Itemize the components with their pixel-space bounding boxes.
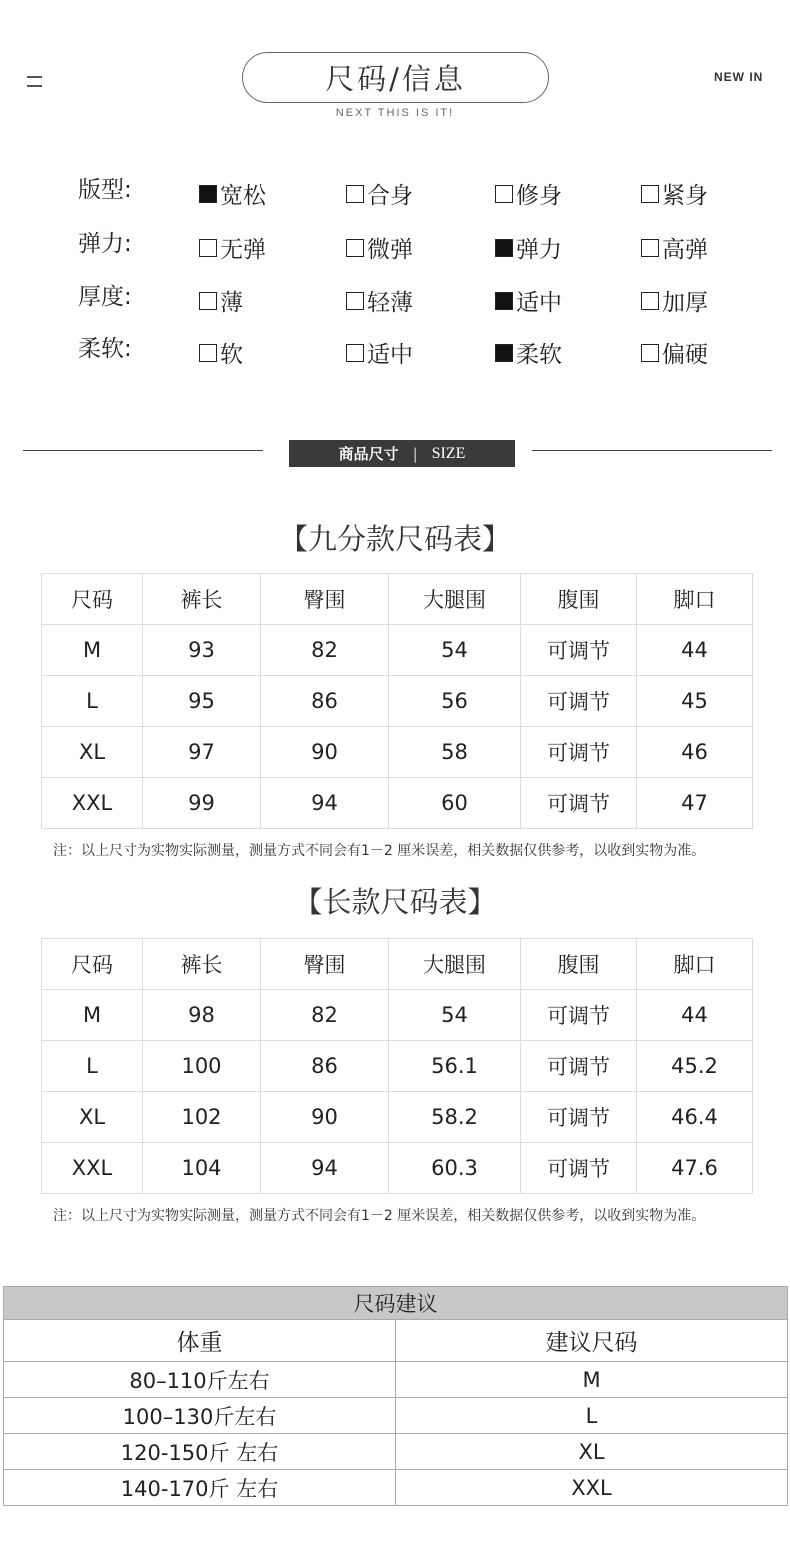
attribute-label: 柔软:	[78, 336, 132, 362]
attribute-option-label: 轻薄	[367, 290, 413, 316]
new-in-tag: NEW IN	[714, 70, 764, 84]
attribute-option-label: 紧身	[662, 183, 708, 209]
table-cell: 47.6	[637, 1143, 753, 1194]
attribute-row	[0, 330, 790, 368]
unchecked-box-icon[interactable]	[641, 185, 659, 203]
table-cell: 45	[637, 676, 753, 727]
table-row	[42, 1041, 753, 1092]
attribute-option[interactable]	[346, 177, 413, 210]
table-cell: 可调节	[521, 778, 637, 829]
attribute-label: 版型:	[78, 177, 132, 203]
attribute-option[interactable]	[199, 231, 266, 264]
size-table-title: 【九分款尺码表】	[278, 522, 511, 556]
table-cell: 82	[261, 625, 389, 676]
table-cell: 46	[637, 727, 753, 778]
section-title-en: SIZE	[431, 444, 466, 462]
column-header: 大腿围	[389, 939, 521, 990]
table-cell: 97	[143, 727, 261, 778]
attribute-option-label: 薄	[220, 290, 243, 316]
table-cell: 45.2	[637, 1041, 753, 1092]
attribute-row	[0, 225, 790, 263]
attribute-option[interactable]	[199, 177, 266, 210]
unchecked-box-icon[interactable]	[346, 344, 364, 362]
table-row	[4, 1434, 788, 1470]
size-table-nine	[41, 573, 753, 829]
recommend-header-size: 建议尺码	[396, 1320, 788, 1362]
checked-box-icon[interactable]	[199, 185, 217, 203]
table-cell: 54	[389, 990, 521, 1041]
attribute-option[interactable]	[495, 336, 562, 369]
column-header: 脚口	[637, 939, 753, 990]
attribute-option[interactable]	[641, 336, 708, 369]
page-subtitle: NEXT THIS IS IT!	[335, 107, 455, 119]
unchecked-box-icon[interactable]	[346, 239, 364, 257]
table-row	[42, 990, 753, 1041]
unchecked-box-icon[interactable]	[199, 292, 217, 310]
table-row	[4, 1470, 788, 1506]
column-header: 腹围	[521, 939, 637, 990]
column-header: 尺码	[42, 574, 143, 625]
attribute-option[interactable]	[641, 284, 708, 317]
table-cell: 93	[143, 625, 261, 676]
attribute-option[interactable]	[346, 284, 413, 317]
checked-box-icon[interactable]	[495, 239, 513, 257]
unchecked-box-icon[interactable]	[199, 239, 217, 257]
unchecked-box-icon[interactable]	[641, 292, 659, 310]
attribute-option[interactable]	[495, 177, 562, 210]
table-cell: 86	[261, 1041, 389, 1092]
attribute-option[interactable]	[199, 284, 243, 317]
attribute-option-label: 软	[220, 342, 243, 368]
weight-cell: 120-150斤 左右	[4, 1434, 396, 1470]
table-cell: 58.2	[389, 1092, 521, 1143]
table-cell: 44	[637, 990, 753, 1041]
unchecked-box-icon[interactable]	[641, 239, 659, 257]
attribute-option-label: 合身	[367, 183, 413, 209]
size-table-long	[41, 938, 753, 1194]
attribute-option[interactable]	[495, 231, 562, 264]
table-cell: 60	[389, 778, 521, 829]
table-cell: M	[42, 990, 143, 1041]
table-cell: 可调节	[521, 625, 637, 676]
attribute-option-label: 适中	[516, 290, 562, 316]
attribute-option[interactable]	[495, 284, 562, 317]
divider-left	[23, 450, 263, 451]
table-cell: 44	[637, 625, 753, 676]
table-cell: M	[42, 625, 143, 676]
attribute-option-label: 加厚	[662, 290, 708, 316]
table-row	[42, 625, 753, 676]
size-cell: XXL	[396, 1470, 788, 1506]
table-row	[42, 778, 753, 829]
table-cell: XXL	[42, 1143, 143, 1194]
attribute-option-label: 高弹	[662, 237, 708, 263]
column-header: 腹围	[521, 574, 637, 625]
unchecked-box-icon[interactable]	[495, 185, 513, 203]
table-cell: 94	[261, 1143, 389, 1194]
size-cell: XL	[396, 1434, 788, 1470]
weight-cell: 100–130斤左右	[4, 1398, 396, 1434]
table-cell: 104	[143, 1143, 261, 1194]
table-cell: 56	[389, 676, 521, 727]
page-title: 尺码/信息	[242, 52, 549, 103]
column-header: 大腿围	[389, 574, 521, 625]
column-header: 臀围	[261, 574, 389, 625]
size-cell: M	[396, 1362, 788, 1398]
attribute-option[interactable]	[199, 336, 243, 369]
table-cell: 90	[261, 727, 389, 778]
checked-box-icon[interactable]	[495, 292, 513, 310]
attribute-label: 厚度:	[78, 284, 132, 310]
size-cell: L	[396, 1398, 788, 1434]
attribute-option-label: 弹力	[516, 237, 562, 263]
unchecked-box-icon[interactable]	[346, 185, 364, 203]
attribute-row	[0, 171, 790, 209]
attribute-option[interactable]	[641, 231, 708, 264]
table-header-row	[42, 574, 753, 625]
weight-cell: 140-170斤 左右	[4, 1470, 396, 1506]
table-cell: L	[42, 676, 143, 727]
size-note: 注：以上尺寸为实物实际测量，测量方式不同会有1－2 厘米误差，相关数据仅供参考，以收到实物为准。	[53, 843, 706, 859]
table-cell: 可调节	[521, 1092, 637, 1143]
unchecked-box-icon[interactable]	[199, 344, 217, 362]
table-cell: 47	[637, 778, 753, 829]
table-row	[42, 727, 753, 778]
table-cell: 54	[389, 625, 521, 676]
table-cell: 可调节	[521, 676, 637, 727]
table-cell: 56.1	[389, 1041, 521, 1092]
table-cell: XL	[42, 1092, 143, 1143]
attribute-option-label: 柔软	[516, 342, 562, 368]
attribute-option-label: 无弹	[220, 237, 266, 263]
unchecked-box-icon[interactable]	[346, 292, 364, 310]
table-cell: XXL	[42, 778, 143, 829]
attribute-option[interactable]	[641, 177, 708, 210]
table-cell: 82	[261, 990, 389, 1041]
table-row	[42, 1092, 753, 1143]
attribute-option[interactable]	[346, 336, 413, 369]
divider-right	[532, 450, 772, 451]
attribute-option-label: 修身	[516, 183, 562, 209]
table-cell: 95	[143, 676, 261, 727]
menu-icon[interactable]	[27, 74, 42, 88]
table-cell: 可调节	[521, 727, 637, 778]
weight-cell: 80–110斤左右	[4, 1362, 396, 1398]
table-cell: 可调节	[521, 990, 637, 1041]
size-recommend-table	[3, 1286, 788, 1506]
table-cell: 60.3	[389, 1143, 521, 1194]
recommend-title: 尺码建议	[4, 1287, 788, 1320]
table-cell: L	[42, 1041, 143, 1092]
table-cell: 99	[143, 778, 261, 829]
column-header: 裤长	[143, 939, 261, 990]
column-header: 臀围	[261, 939, 389, 990]
table-cell: 98	[143, 990, 261, 1041]
checked-box-icon[interactable]	[495, 344, 513, 362]
section-separator: |	[412, 444, 418, 463]
table-cell: 58	[389, 727, 521, 778]
table-header-row	[42, 939, 753, 990]
unchecked-box-icon[interactable]	[641, 344, 659, 362]
table-cell: 可调节	[521, 1041, 637, 1092]
table-row	[42, 676, 753, 727]
table-cell: 可调节	[521, 1143, 637, 1194]
table-cell: XL	[42, 727, 143, 778]
table-cell: 90	[261, 1092, 389, 1143]
table-cell: 46.4	[637, 1092, 753, 1143]
attribute-option-label: 适中	[367, 342, 413, 368]
size-note: 注：以上尺寸为实物实际测量，测量方式不同会有1－2 厘米误差，相关数据仅供参考，以收到实物为准。	[53, 1208, 706, 1224]
attribute-label: 弹力:	[78, 231, 132, 257]
attribute-option-label: 偏硬	[662, 342, 708, 368]
size-table-title: 【长款尺码表】	[293, 885, 497, 919]
attribute-option[interactable]	[346, 231, 413, 264]
table-cell: 102	[143, 1092, 261, 1143]
attribute-option-label: 微弹	[367, 237, 413, 263]
column-header: 裤长	[143, 574, 261, 625]
table-row	[4, 1398, 788, 1434]
table-cell: 100	[143, 1041, 261, 1092]
attribute-option-label: 宽松	[220, 183, 266, 209]
table-cell: 94	[261, 778, 389, 829]
recommend-header-weight: 体重	[4, 1320, 396, 1362]
table-cell: 86	[261, 676, 389, 727]
attribute-row	[0, 278, 790, 316]
table-row	[4, 1362, 788, 1398]
table-row	[42, 1143, 753, 1194]
column-header: 尺码	[42, 939, 143, 990]
section-header-size	[289, 440, 515, 467]
column-header: 脚口	[637, 574, 753, 625]
section-title-cn: 商品尺寸	[338, 445, 399, 463]
